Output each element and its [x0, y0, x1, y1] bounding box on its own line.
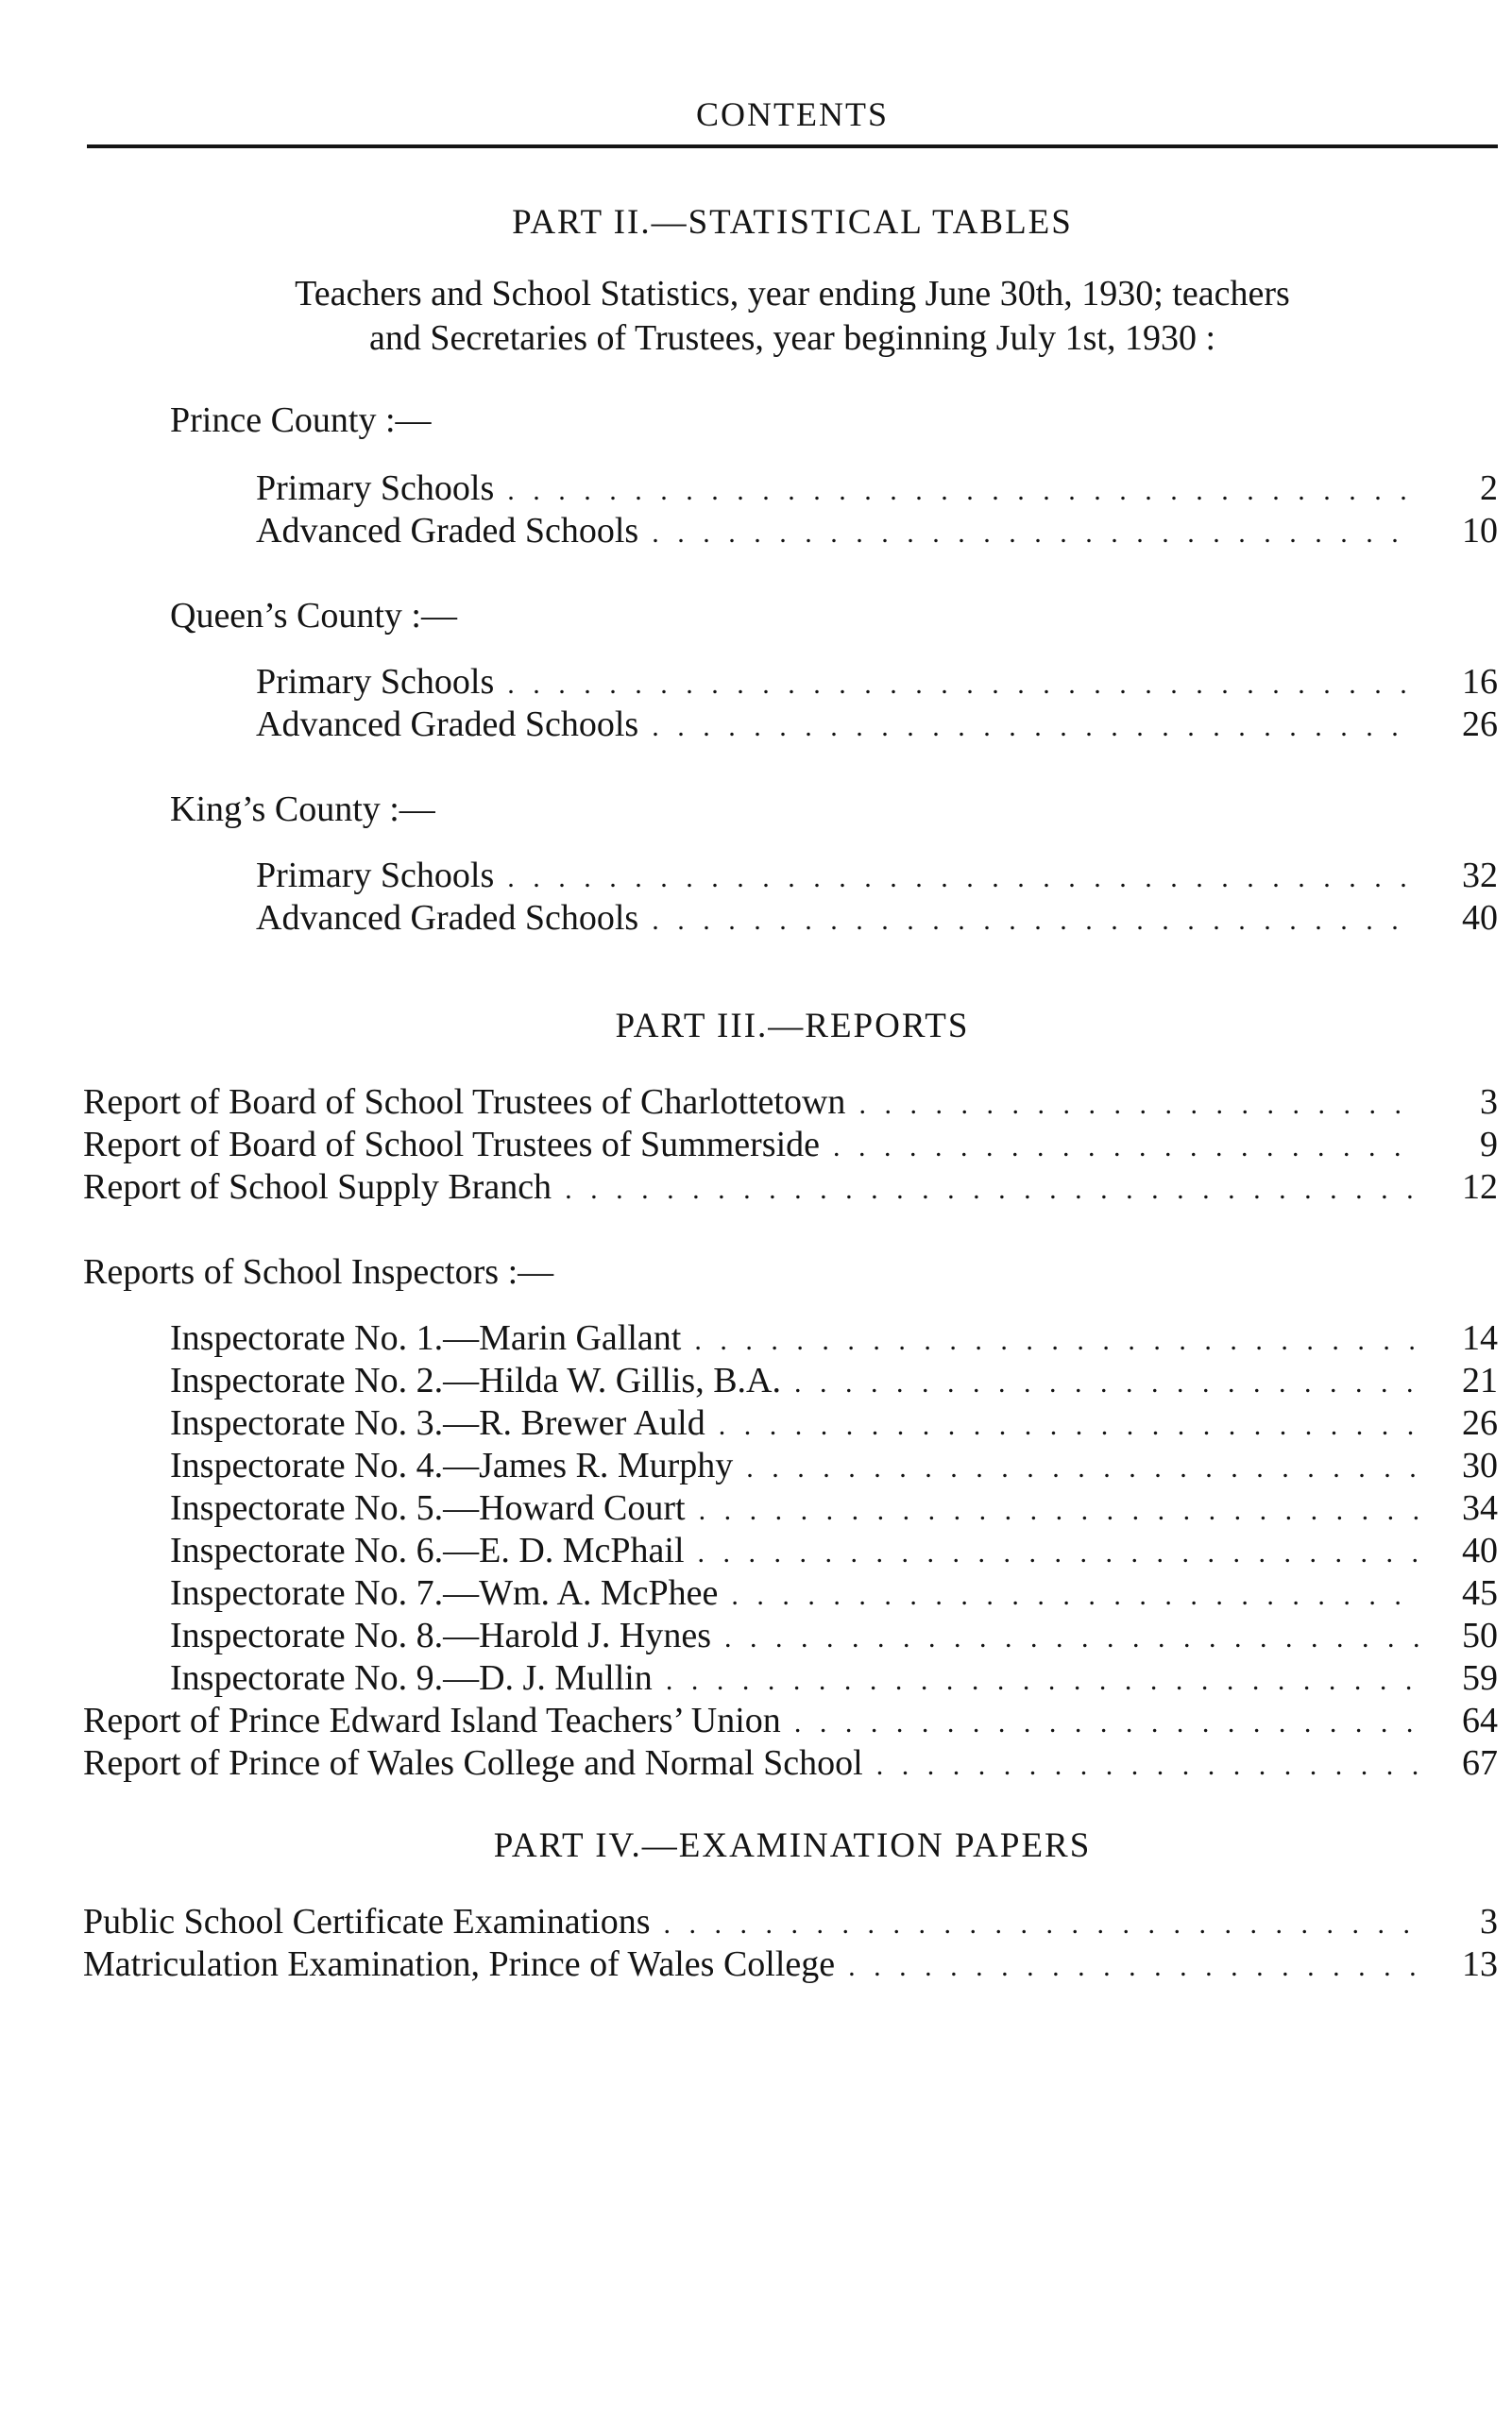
- dot-leader: [848, 1951, 1419, 1983]
- toc-entry[interactable]: [170, 1530, 1498, 1571]
- header-rule: [87, 144, 1498, 148]
- entry-title: Inspectorate No. 5.—Howard Court: [170, 1488, 686, 1528]
- page-number: 3: [1480, 1902, 1498, 1942]
- dot-leader: [876, 1750, 1419, 1782]
- dot-leader: [746, 1452, 1419, 1484]
- page-number: 26: [1462, 704, 1498, 744]
- dot-leader: [652, 517, 1419, 550]
- dot-leader: [698, 1537, 1419, 1569]
- entry-title: Primary Schools: [256, 662, 495, 702]
- toc-entry[interactable]: [256, 467, 1498, 509]
- entry-title: Report of School Supply Branch: [83, 1167, 552, 1207]
- part-3-title: PART III.—REPORTS: [615, 1007, 970, 1045]
- toc-entry[interactable]: [256, 855, 1498, 896]
- entry-title: Inspectorate No. 8.—Harold J. Hynes: [170, 1616, 712, 1655]
- page-number: 64: [1462, 1701, 1498, 1740]
- part-2-intro: [83, 272, 1502, 361]
- dot-leader: [699, 1495, 1419, 1527]
- toc-entry[interactable]: [256, 704, 1498, 745]
- toc-entry[interactable]: [170, 1402, 1498, 1444]
- entry-title: Inspectorate No. 2.—Hilda W. Gillis, B.A.: [170, 1361, 781, 1400]
- entry-title: Inspectorate No. 1.—Marin Gallant: [170, 1318, 682, 1358]
- dot-leader: [652, 905, 1419, 937]
- page-number: 3: [1480, 1082, 1498, 1122]
- kings-county-heading: King’s County :—: [170, 789, 435, 829]
- toc-entry[interactable]: [83, 1742, 1498, 1784]
- dot-leader: [858, 1089, 1419, 1121]
- dot-leader: [833, 1131, 1419, 1163]
- inspectors-heading: Reports of School Inspectors :—: [83, 1252, 554, 1292]
- page-number: 59: [1462, 1658, 1498, 1698]
- dot-leader: [507, 669, 1419, 701]
- part-2-intro-line-1: Teachers and School Statistics, year ending June 30th, 1930; teachers: [295, 274, 1290, 314]
- queens-county-heading: Queen’s County :—: [170, 596, 457, 636]
- entry-title: Matriculation Examination, Prince of Wales College: [83, 1944, 836, 1984]
- page-number: 34: [1462, 1488, 1498, 1528]
- entry-title: Inspectorate No. 4.—James R. Murphy: [170, 1446, 734, 1485]
- toc-entry[interactable]: [170, 1615, 1498, 1656]
- page-number: 40: [1462, 898, 1498, 938]
- page-number: 14: [1462, 1318, 1498, 1358]
- entry-title: Report of Board of School Trustees of Charlottetown: [83, 1082, 846, 1122]
- toc-entry[interactable]: [83, 1901, 1498, 1942]
- entry-title: Inspectorate No. 7.—Wm. A. McPhee: [170, 1573, 719, 1613]
- entry-title: Advanced Graded Schools: [256, 511, 639, 551]
- entry-title: Advanced Graded Schools: [256, 704, 639, 744]
- toc-entry[interactable]: [256, 897, 1498, 939]
- dot-leader: [565, 1174, 1419, 1206]
- entry-title: Primary Schools: [256, 468, 495, 508]
- page-number: 67: [1462, 1743, 1498, 1783]
- dot-leader: [731, 1580, 1419, 1612]
- dot-leader: [652, 711, 1419, 743]
- entry-title: Inspectorate No. 9.—D. J. Mullin: [170, 1658, 653, 1698]
- toc-entry[interactable]: [170, 1360, 1498, 1401]
- dot-leader: [694, 1325, 1419, 1357]
- running-head: CONTENTS: [696, 95, 889, 133]
- toc-entry[interactable]: [170, 1317, 1498, 1359]
- dot-leader: [666, 1665, 1419, 1697]
- page-number: 2: [1480, 468, 1498, 508]
- toc-entry[interactable]: [170, 1487, 1498, 1529]
- toc-entry[interactable]: [170, 1445, 1498, 1486]
- part-2-intro-line-2: and Secretaries of Trustees, year beginning July 1st, 1930 :: [368, 318, 1216, 358]
- page-number: 32: [1462, 856, 1498, 895]
- dot-leader: [507, 475, 1419, 507]
- page-number: 45: [1462, 1573, 1498, 1613]
- entry-title: Inspectorate No. 3.—R. Brewer Auld: [170, 1403, 705, 1443]
- part-2-title: PART II.—STATISTICAL TABLES: [512, 203, 1073, 242]
- toc-entry[interactable]: [83, 1700, 1498, 1741]
- prince-county-heading: Prince County :—: [170, 400, 432, 440]
- entry-title: Report of Prince of Wales College and Normal School: [83, 1743, 863, 1783]
- page-number: 16: [1462, 662, 1498, 702]
- entry-title: Advanced Graded Schools: [256, 898, 639, 938]
- dot-leader: [719, 1410, 1419, 1442]
- part-4-title: PART IV.—EXAMINATION PAPERS: [493, 1826, 1092, 1865]
- toc-entry[interactable]: [83, 1124, 1498, 1165]
- entry-title: Report of Prince Edward Island Teachers’ Union: [83, 1701, 781, 1740]
- dot-leader: [794, 1367, 1419, 1400]
- toc-entry[interactable]: [170, 1572, 1498, 1614]
- entry-title: Inspectorate No. 6.—E. D. McPhail: [170, 1531, 685, 1570]
- toc-entry[interactable]: [83, 1166, 1498, 1208]
- toc-entry[interactable]: [83, 1081, 1498, 1123]
- entry-title: Public School Certificate Examinations: [83, 1902, 651, 1942]
- entry-title: Primary Schools: [256, 856, 495, 895]
- dot-leader: [664, 1909, 1419, 1941]
- dot-leader: [724, 1622, 1419, 1654]
- page-number: 50: [1462, 1616, 1498, 1655]
- page-number: 13: [1462, 1944, 1498, 1984]
- dot-leader: [507, 862, 1419, 894]
- page-number: 10: [1462, 511, 1498, 551]
- toc-entry[interactable]: [170, 1657, 1498, 1699]
- toc-entry[interactable]: [256, 661, 1498, 703]
- page-number: 21: [1462, 1361, 1498, 1400]
- toc-entry[interactable]: [83, 1943, 1498, 1985]
- page-number: 12: [1462, 1167, 1498, 1207]
- toc-entry[interactable]: [256, 510, 1498, 551]
- entry-title: Report of Board of School Trustees of Summerside: [83, 1125, 821, 1164]
- page-number: 40: [1462, 1531, 1498, 1570]
- page-number: 26: [1462, 1403, 1498, 1443]
- page-number: 9: [1480, 1125, 1498, 1164]
- page-number: 30: [1462, 1446, 1498, 1485]
- dot-leader: [794, 1707, 1419, 1739]
